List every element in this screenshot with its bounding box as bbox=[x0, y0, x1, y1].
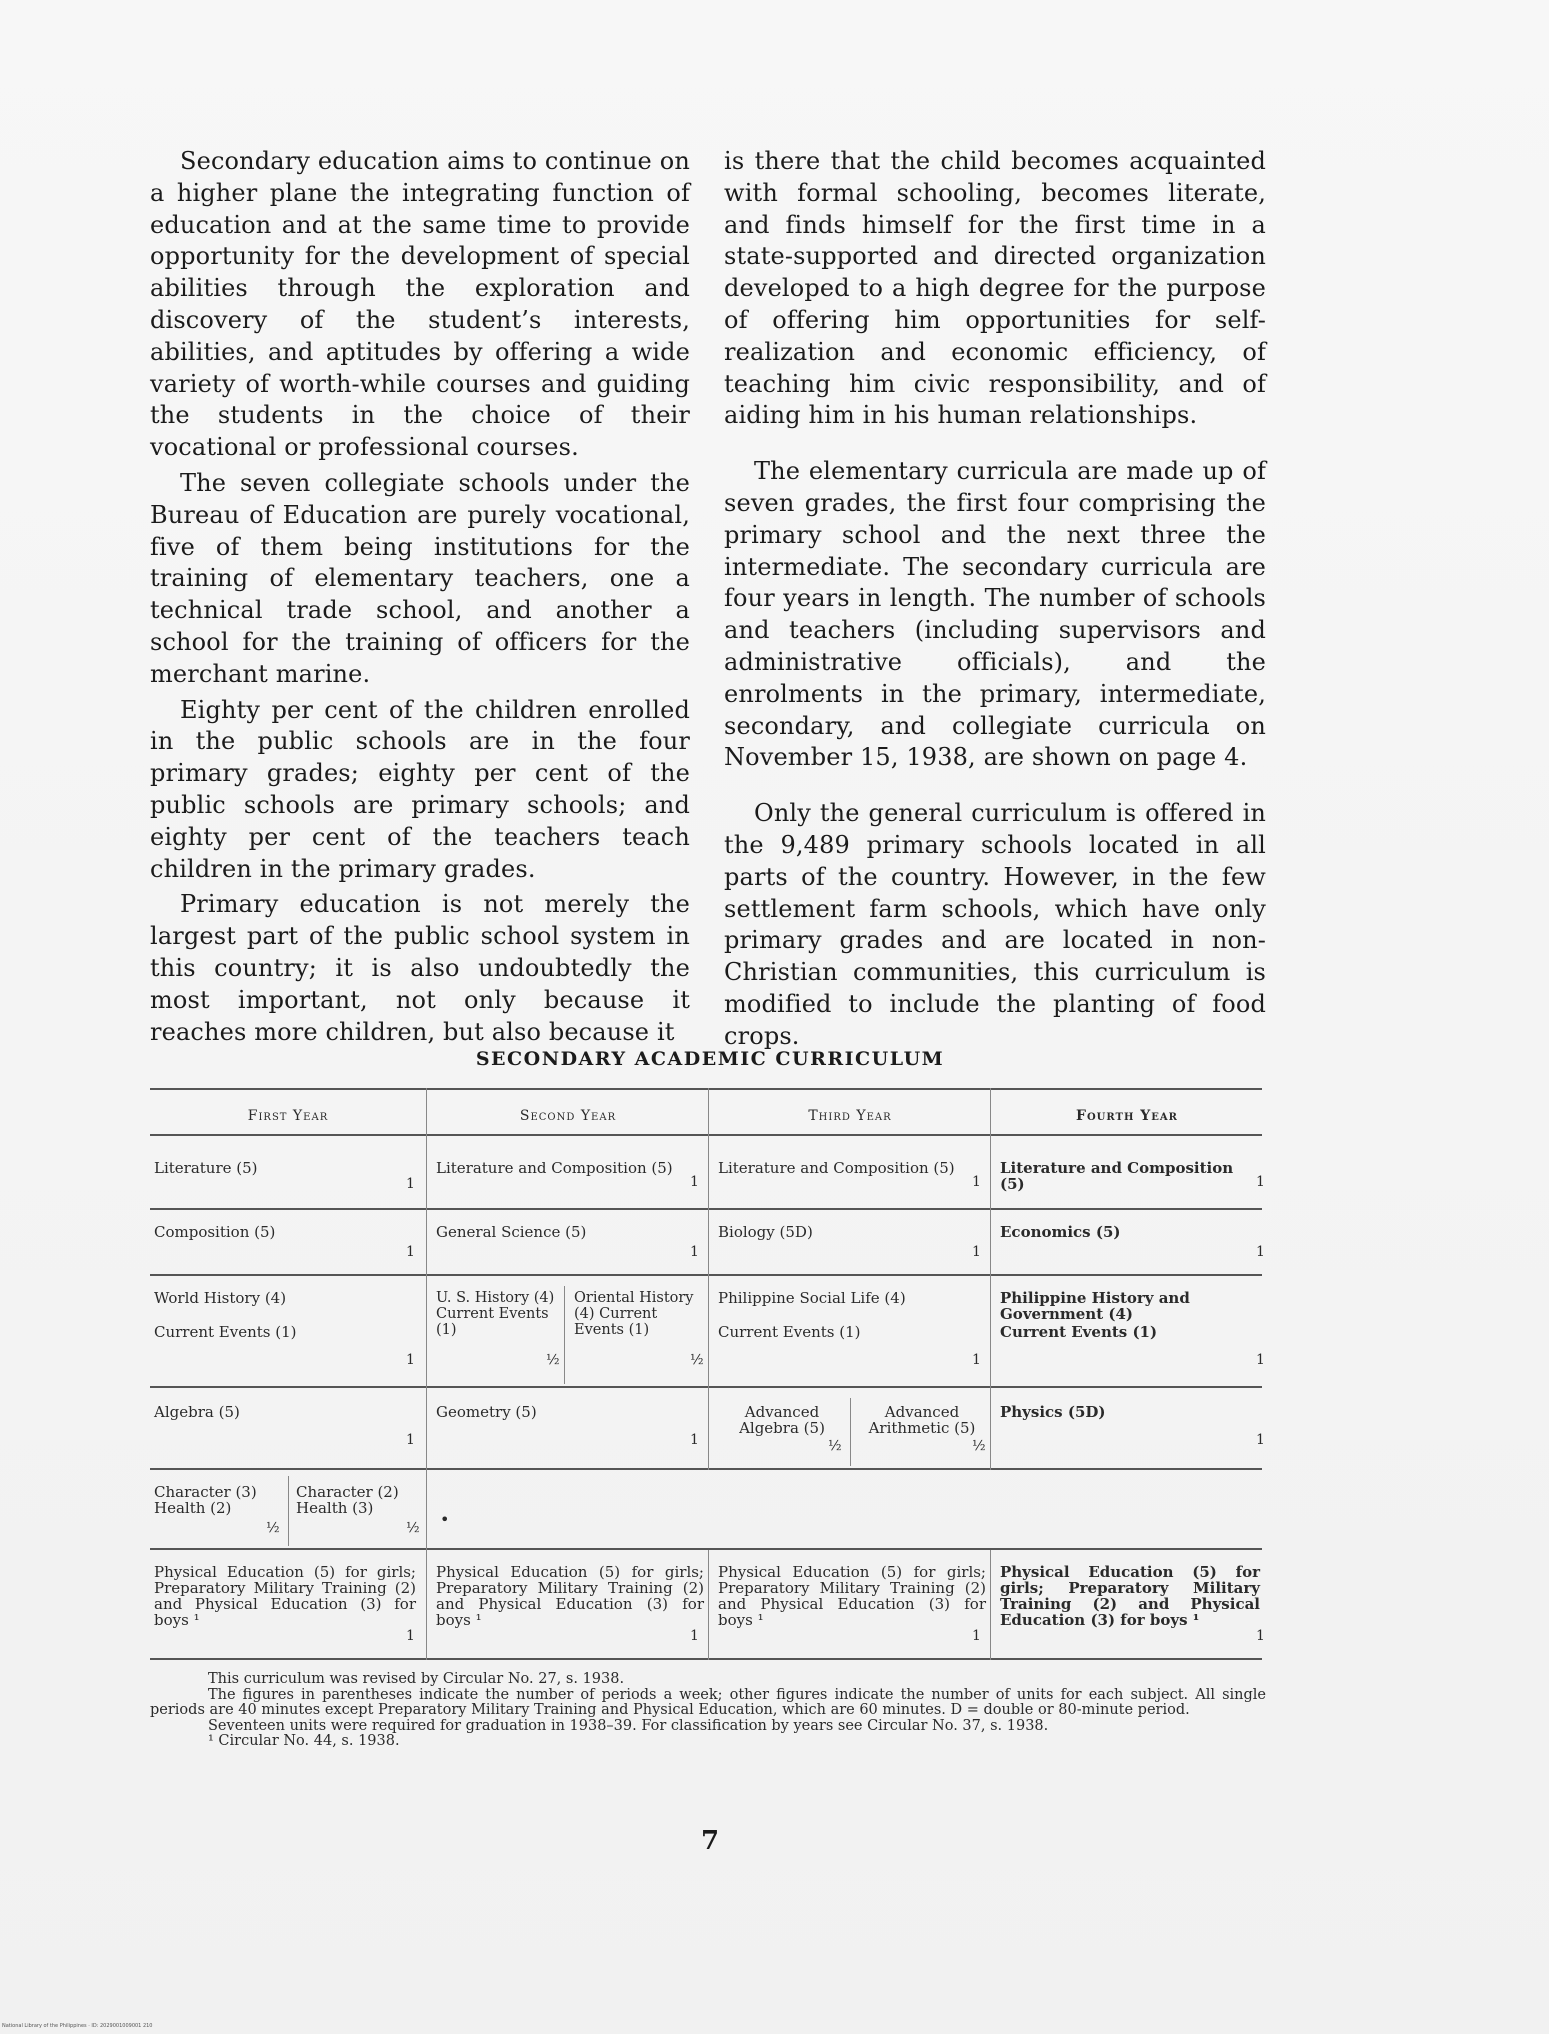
cell-current-events-year3: Current Events (1) bbox=[718, 1323, 861, 1341]
paragraph-secondary-education: Secondary education aims to continue on a higher plane the integrating function of education and at the same time to provide opportunity for the development of special abilities through the exploration and discovery of the student’s interests, abilities, and aptitudes by offering a wide variety of worth-while courses and guiding the students in the choice of their vocational or professional courses. bbox=[150, 147, 690, 462]
unit-physical-education-year1: 1 bbox=[406, 1628, 415, 1644]
header-second-year: Second Year bbox=[519, 1108, 617, 1124]
footnote-graduation: Seventeen units were required for graduation in 1938–39. For classification by years see Circular No. 37, s. 1938. bbox=[208, 1717, 1049, 1734]
unit-lit-comp-year3: 1 bbox=[972, 1174, 981, 1190]
col-rule-2b bbox=[708, 1550, 709, 1660]
cell-advanced-arithmetic: Advanced Arithmetic (5) bbox=[868, 1403, 976, 1437]
cell-lit-comp-year3: Literature and Composition (5) bbox=[718, 1159, 955, 1177]
unit-literature: 1 bbox=[406, 1176, 415, 1192]
header-first-year: First Year bbox=[247, 1108, 329, 1124]
header-rule bbox=[150, 1134, 1262, 1136]
curriculum-table bbox=[150, 1088, 1265, 1664]
cell-character-health-a: Character (3) Health (2) bbox=[154, 1483, 257, 1517]
unit-lit-comp-year2: 1 bbox=[690, 1174, 699, 1190]
footnote-revision: This curriculum was revised by Circular No. 27, s. 1938. bbox=[208, 1671, 625, 1687]
cell-philippine-history-government: Philippine History and Government (4) bbox=[1000, 1289, 1190, 1323]
unit-physical-education-year3: 1 bbox=[972, 1628, 981, 1644]
cell-literature: Literature (5) bbox=[154, 1159, 258, 1177]
cell-lit-comp-year4: Literature and Composition (5) bbox=[1000, 1159, 1234, 1193]
unit-economics: 1 bbox=[1256, 1244, 1265, 1260]
unit-philippine-history-government: 1 bbox=[1256, 1352, 1265, 1368]
cell-physical-education-year1: Physical Education (5) for girls; Preparatory Military Training (2) and Physical Education (3) for boys ¹ bbox=[154, 1563, 416, 1629]
unit-character-health-b: ½ bbox=[406, 1520, 420, 1536]
unit-composition: 1 bbox=[406, 1244, 415, 1260]
cell-physical-education-year3: Physical Education (5) for girls; Preparatory Military Training (2) and Physical Education (3) for boys ¹ bbox=[718, 1563, 986, 1629]
table-mark: • bbox=[440, 1510, 450, 1529]
table-top-rule bbox=[150, 1088, 1262, 1090]
row-rule-5 bbox=[150, 1548, 1262, 1550]
unit-oriental-history: ½ bbox=[690, 1352, 704, 1368]
cell-philippine-social-life: Philippine Social Life (4) bbox=[718, 1289, 906, 1307]
left-text-column bbox=[150, 146, 690, 1048]
unit-character-health-a: ½ bbox=[266, 1520, 280, 1536]
page-number: 7 bbox=[700, 1826, 720, 1856]
unit-physical-education-year2: 1 bbox=[690, 1628, 699, 1644]
cell-character-health-b: Character (2) Health (3) bbox=[296, 1483, 399, 1517]
row-rule-2 bbox=[150, 1274, 1262, 1276]
col-rule-3a bbox=[990, 1088, 991, 1470]
unit-lit-comp-year4: 1 bbox=[1256, 1174, 1265, 1190]
cell-current-events-year1: Current Events (1) bbox=[154, 1323, 297, 1341]
unit-philippine-social-life: 1 bbox=[972, 1352, 981, 1368]
cell-current-events-year4: Current Events (1) bbox=[1000, 1323, 1158, 1341]
unit-advanced-algebra: ½ bbox=[828, 1438, 842, 1454]
header-fourth-year: Fourth Year bbox=[1076, 1108, 1178, 1124]
col-rule-1 bbox=[426, 1088, 427, 1660]
cell-physical-education-year4: Physical Education (5) for girls; Preparatory Military Training (2) and Physical Education (3) for boys ¹ bbox=[1000, 1563, 1260, 1629]
cell-composition: Composition (5) bbox=[154, 1223, 276, 1241]
paragraph-continuation: is there that the child becomes acquainted with formal schooling, becomes literate, and finds himself for the first time in a state-supported and directed organization developed to a high degree for the purpose of offering him opportunities for self-realization and economic efficiency, of teaching him civic responsibility, and of aiding him in his human relationships. bbox=[724, 147, 1266, 430]
unit-physical-education-year4: 1 bbox=[1256, 1628, 1265, 1644]
unit-physics: 1 bbox=[1256, 1432, 1265, 1448]
cell-lit-comp-year2: Literature and Composition (5) bbox=[436, 1159, 673, 1177]
header-third-year: Third Year bbox=[808, 1108, 892, 1124]
paragraph-general-curriculum: Only the general curriculum is offered in the 9,489 primary schools located in all parts of the country. However, in the few settlement farm schools, which have only primary grades and are located in non-Christian communities, this curriculum is modified to include the planting of food crops. bbox=[724, 799, 1266, 1050]
paragraph-collegiate-schools: The seven collegiate schools under the Bureau of Education are purely vocational, five of them being institutions for the training of elementary teachers, one a technical trade school, and another a school for the training of officers for the merchant marine. bbox=[150, 468, 690, 688]
subcol-rule-year3 bbox=[850, 1398, 851, 1466]
paragraph-primary-education: Primary education is not merely the largest part of the public school system in this country; it is also undoubtedly the most important, not only because it reaches more children, but also because it bbox=[150, 890, 690, 1046]
row-rule-1 bbox=[150, 1208, 1262, 1210]
cell-biology: Biology (5D) bbox=[718, 1223, 813, 1241]
cell-algebra: Algebra (5) bbox=[154, 1403, 240, 1421]
unit-general-science: 1 bbox=[690, 1244, 699, 1260]
row-rule-3 bbox=[150, 1386, 1262, 1388]
table-bottom-rule bbox=[150, 1658, 1262, 1660]
cell-oriental-history: Oriental History (4) Current Events (1) bbox=[574, 1290, 694, 1338]
unit-geometry: 1 bbox=[690, 1432, 699, 1448]
row-rule-4 bbox=[150, 1468, 1262, 1470]
cell-us-history: U. S. History (4) Current Events (1) bbox=[436, 1290, 555, 1338]
subcol-rule-year2 bbox=[564, 1286, 565, 1384]
paragraph-eighty-per-cent: Eighty per cent of the children enrolled in the public schools are in the four primary grades; eighty per cent of the public schools are primary schools; and eighty per cent of the teachers teach children in the primary grades. bbox=[150, 695, 690, 883]
cell-physics: Physics (5D) bbox=[1000, 1403, 1106, 1421]
footnote-figures: The figures in parentheses indicate the number of periods a week; other figures indicate the number of units for each subject. All single periods are 40 minutes except Preparatory Military Training and Physical Education, which are 60 minutes. D = double or 80-minute period. bbox=[150, 1686, 1266, 1718]
right-text-column bbox=[724, 146, 1266, 1053]
subcol-rule-year1 bbox=[288, 1476, 289, 1546]
scan-credit: National Library of the Philippines · ID: 2029001009001 210 bbox=[2, 2023, 153, 2029]
cell-geometry: Geometry (5) bbox=[436, 1403, 537, 1421]
unit-world-history: 1 bbox=[406, 1352, 415, 1368]
cell-economics: Economics (5) bbox=[1000, 1223, 1121, 1241]
cell-world-history: World History (4) bbox=[154, 1289, 287, 1307]
col-rule-3b bbox=[990, 1550, 991, 1660]
cell-physical-education-year2: Physical Education (5) for girls; Preparatory Military Training (2) and Physical Education (3) for boys ¹ bbox=[436, 1563, 704, 1629]
unit-advanced-arithmetic: ½ bbox=[972, 1438, 986, 1454]
cell-advanced-algebra: Advanced Algebra (5) bbox=[739, 1403, 825, 1437]
footnote-circular: ¹ Circular No. 44, s. 1938. bbox=[208, 1733, 400, 1749]
paragraph-elementary-curricula: The elementary curricula are made up of seven grades, the first four comprising the primary school and the next three the intermediate. The secondary curricula are four years in length. The number of schools and teachers (including supervisors and administrative officials), and the enrolments in the primary, intermediate, secondary, and collegiate curricula on November 15, 1938, are shown on page 4. bbox=[724, 457, 1266, 772]
unit-biology: 1 bbox=[972, 1244, 981, 1260]
table-title: SECONDARY ACADEMIC CURRICULUM bbox=[475, 1048, 945, 1070]
footnotes bbox=[150, 1672, 1266, 1750]
col-rule-2a bbox=[708, 1088, 709, 1470]
cell-general-science: General Science (5) bbox=[436, 1223, 587, 1241]
unit-algebra: 1 bbox=[406, 1432, 415, 1448]
unit-us-history: ½ bbox=[546, 1352, 560, 1368]
